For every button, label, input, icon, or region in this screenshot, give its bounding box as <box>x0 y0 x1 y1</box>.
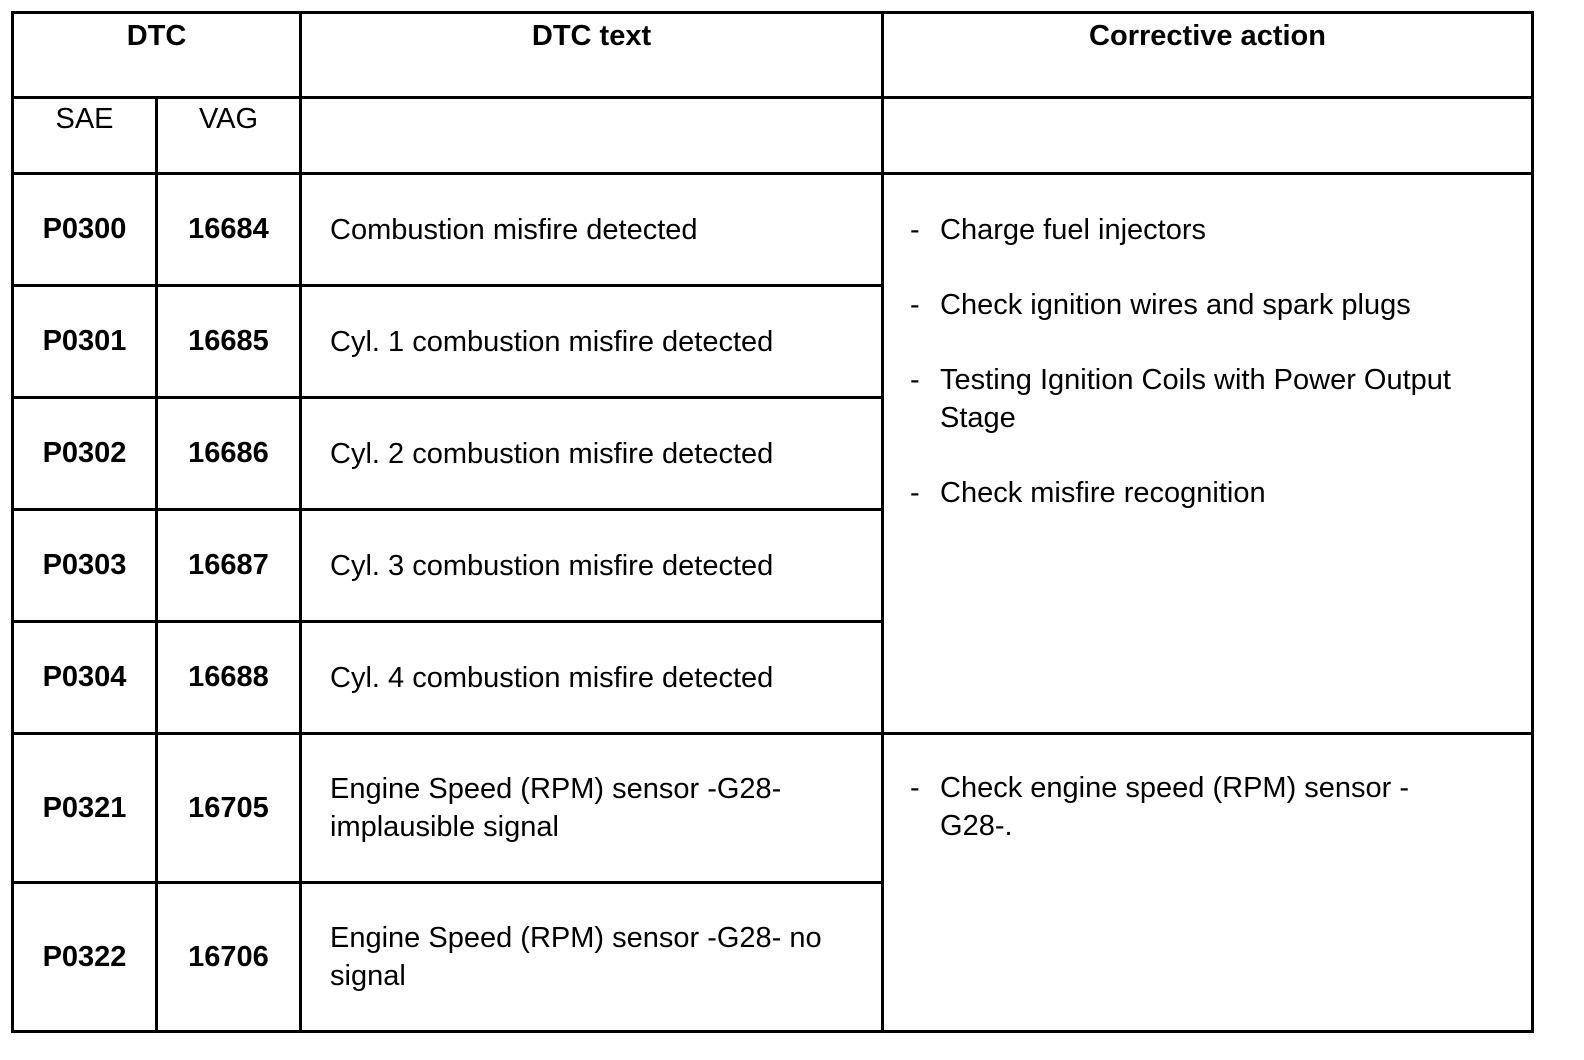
action-text: Check misfire recognition <box>940 477 1266 509</box>
vag-code: 16705 <box>157 734 301 883</box>
dash-bullet: - <box>910 772 920 804</box>
list-item <box>910 361 1451 437</box>
action-list-misfire <box>910 211 1451 512</box>
dtc-description: Cyl. 3 combustion misfire detected <box>301 510 883 622</box>
dtc-description: Cyl. 1 combustion misfire detected <box>301 286 883 398</box>
dtc-description: Cyl. 4 combustion misfire detected <box>301 622 883 734</box>
header-action-empty <box>883 98 1533 174</box>
dash-bullet: - <box>910 477 920 509</box>
header-sae: SAE <box>13 98 157 174</box>
sae-code: P0321 <box>13 734 157 883</box>
corrective-action-misfire <box>883 174 1533 734</box>
header-corrective-action: Corrective action <box>883 13 1533 98</box>
vag-code: 16686 <box>157 398 301 510</box>
dash-bullet: - <box>910 214 920 246</box>
action-text: Check engine speed (RPM) sensor - G28-. <box>940 772 1410 842</box>
sae-code: P0303 <box>13 510 157 622</box>
action-text: Charge fuel injectors <box>940 214 1206 246</box>
header-dtc-text: DTC text <box>301 13 883 98</box>
dash-bullet: - <box>910 364 920 396</box>
dtc-description: Cyl. 2 combustion misfire detected <box>301 398 883 510</box>
sae-code: P0304 <box>13 622 157 734</box>
header-vag: VAG <box>157 98 301 174</box>
action-list-speed-sensor <box>910 769 1451 845</box>
corrective-action-speed-sensor <box>883 734 1533 1032</box>
sae-code: P0322 <box>13 883 157 1032</box>
vag-code: 16688 <box>157 622 301 734</box>
dtc-description: Combustion misfire detected <box>301 174 883 286</box>
vag-code: 16685 <box>157 286 301 398</box>
sae-code: P0302 <box>13 398 157 510</box>
sae-code: P0300 <box>13 174 157 286</box>
sae-code: P0301 <box>13 286 157 398</box>
header-dtc: DTC <box>13 13 301 98</box>
list-item <box>910 769 1451 845</box>
dtc-description: Engine Speed (RPM) sensor -G28- implausible signal <box>301 734 883 883</box>
subheader-row <box>13 98 1533 174</box>
list-item <box>910 286 1451 324</box>
action-text: Check ignition wires and spark plugs <box>940 289 1411 321</box>
dash-bullet: - <box>910 289 920 321</box>
list-item <box>910 474 1451 512</box>
action-text: Testing Ignition Coils with Power Output Stage <box>940 364 1451 434</box>
vag-code: 16706 <box>157 883 301 1032</box>
vag-code: 16687 <box>157 510 301 622</box>
list-item <box>910 211 1451 249</box>
header-row <box>13 13 1533 98</box>
dtc-table <box>11 11 1534 1033</box>
vag-code: 16684 <box>157 174 301 286</box>
table-row <box>13 734 1533 883</box>
table-row <box>13 174 1533 286</box>
header-text-empty <box>301 98 883 174</box>
dtc-description: Engine Speed (RPM) sensor -G28- no signal <box>301 883 883 1032</box>
